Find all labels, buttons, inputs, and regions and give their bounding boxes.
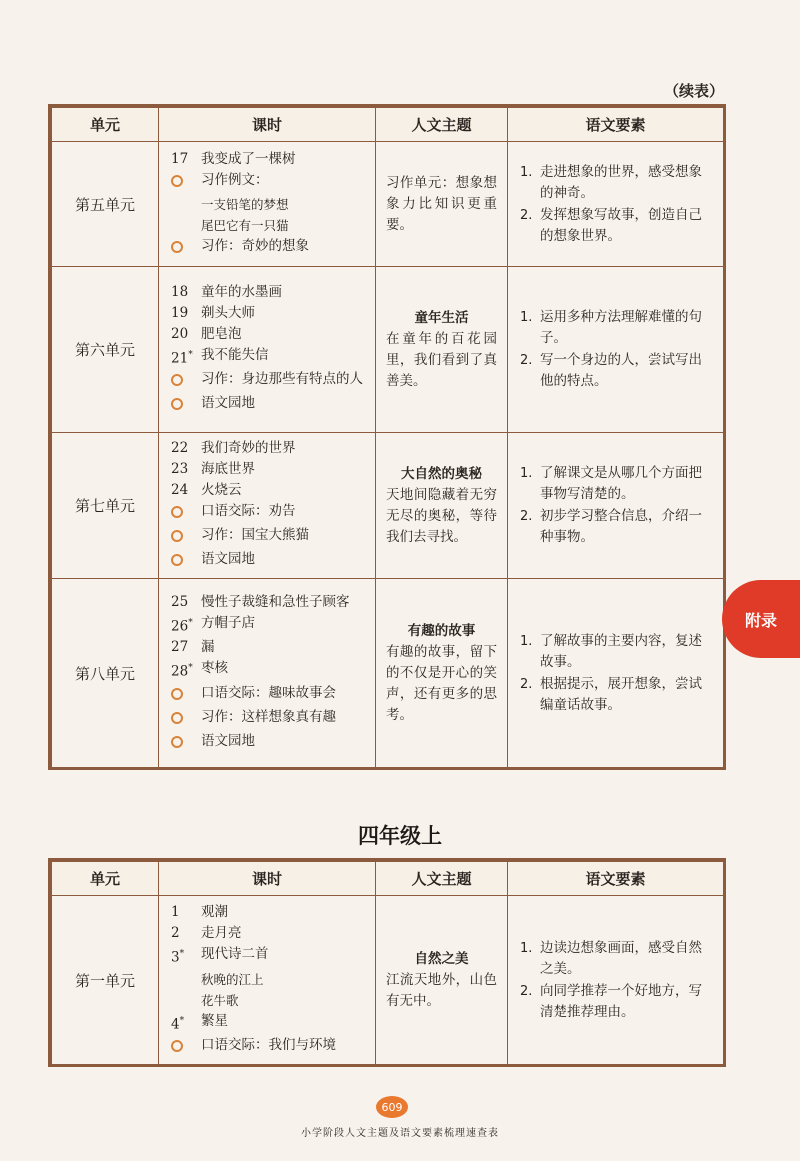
lesson-item <box>171 923 367 944</box>
lesson-number-text: 4 <box>171 1016 180 1032</box>
element-number: 1. <box>520 633 533 649</box>
table-header-row <box>52 862 724 896</box>
appendix-side-tab: 附录 <box>722 580 800 658</box>
footer-title: 小学阶段人文主题及语文要素梳理速查表 <box>301 1128 499 1139</box>
lesson-title: 习作：奇妙的想象 <box>201 237 309 254</box>
activity-marker <box>171 707 201 731</box>
self-study-star: * <box>188 663 193 673</box>
double-circle-icon <box>171 398 183 410</box>
header-lessons: 课时 <box>159 862 376 896</box>
header-lessons: 课时 <box>159 108 376 142</box>
lesson-number-text: 24 <box>171 482 189 498</box>
lesson-number-text: 18 <box>171 283 189 300</box>
lesson-number <box>171 303 201 324</box>
header-elements: 语文要素 <box>508 108 724 142</box>
lesson-title: 习作：身边那些有特点的人 <box>201 371 363 388</box>
lesson-item <box>171 369 367 393</box>
element-text: 初步学习整合信息，介绍一种事物。 <box>540 508 702 545</box>
element-number: 2. <box>520 509 533 524</box>
lesson-title: 口语交际：我们与环境 <box>201 1037 336 1053</box>
lesson-item <box>171 944 367 969</box>
theme-cell <box>376 142 508 267</box>
element-text: 向同学推荐一个好地方，写清楚推荐理由。 <box>540 983 702 1020</box>
lesson-title: 肥皂泡 <box>201 325 242 342</box>
lesson-item <box>171 303 367 324</box>
lesson-number <box>171 324 201 345</box>
element-text: 写一个身边的人，尝试写出他的特点。 <box>540 352 702 389</box>
lesson-item <box>171 613 367 638</box>
self-study-star: * <box>179 1015 185 1026</box>
lesson-subtitle: 一支铅笔的梦想 <box>201 196 289 212</box>
element-item <box>520 981 713 1023</box>
element-number: 2. <box>520 207 533 223</box>
unit-name: 第五单元 <box>52 142 159 267</box>
element-item <box>520 506 713 548</box>
lesson-number-text: 3 <box>171 949 180 966</box>
lesson-title: 童年的水墨画 <box>201 283 282 300</box>
lesson-item <box>171 525 367 549</box>
lesson-title: 走月亮 <box>201 925 242 941</box>
lesson-item <box>171 345 367 370</box>
lesson-number <box>171 923 201 944</box>
lesson-number-text: 17 <box>171 150 189 167</box>
lesson-title: 慢性子裁缝和急性子顾客 <box>201 593 350 610</box>
lesson-item <box>171 324 367 345</box>
elements-cell <box>508 579 724 768</box>
lesson-number-text: 25 <box>171 593 189 610</box>
element-text: 发挥想象写故事，创造自己的想象世界。 <box>540 206 702 244</box>
theme-title: 童年生活 <box>414 309 469 326</box>
unit-row <box>52 142 724 267</box>
theme-title: 自然之美 <box>414 951 469 967</box>
lesson-list <box>159 142 376 267</box>
double-circle-icon <box>171 175 183 187</box>
theme-cell <box>376 433 508 579</box>
activity-marker <box>171 236 201 260</box>
lesson-item <box>171 637 367 658</box>
element-number: 1. <box>520 941 533 956</box>
double-circle-icon <box>171 688 183 700</box>
element-item <box>520 307 713 349</box>
element-number: 2. <box>520 984 533 999</box>
lesson-number <box>171 282 201 303</box>
lesson-number-text: 23 <box>171 461 189 477</box>
activity-marker <box>171 501 201 525</box>
lesson-item <box>171 170 367 194</box>
lesson-title: 漏 <box>201 639 215 655</box>
element-item <box>520 463 713 505</box>
lesson-item <box>171 902 367 923</box>
lesson-title: 繁星 <box>201 1012 228 1029</box>
lesson-title: 语文园地 <box>201 395 255 412</box>
double-circle-icon <box>171 506 183 518</box>
page-number-badge: 609 <box>376 1096 408 1118</box>
lesson-item <box>171 1035 367 1059</box>
lesson-title: 习作：国宝大熊猫 <box>201 527 309 543</box>
header-unit: 单元 <box>52 862 159 896</box>
unit-row <box>52 896 724 1066</box>
unit-row <box>52 433 724 579</box>
header-unit: 单元 <box>52 108 159 142</box>
elements-cell <box>508 433 724 579</box>
lesson-title: 枣核 <box>201 660 228 676</box>
lesson-number <box>171 438 201 459</box>
lesson-title: 海底世界 <box>201 461 255 477</box>
elements-cell <box>508 896 724 1066</box>
lesson-number-text: 28 <box>171 663 189 680</box>
lesson-title: 我变成了一棵树 <box>201 150 296 167</box>
element-number: 2. <box>520 676 533 692</box>
lesson-number-text: 27 <box>171 639 189 655</box>
lesson-title: 习作例文： <box>201 171 269 188</box>
double-circle-icon <box>171 736 183 748</box>
elements-cell <box>508 267 724 433</box>
lesson-number-text: 1 <box>171 904 180 920</box>
lesson-item <box>171 438 367 459</box>
lesson-number <box>171 149 201 170</box>
activity-marker <box>171 549 201 573</box>
lesson-title: 语文园地 <box>201 551 255 567</box>
activity-marker <box>171 731 201 755</box>
section-heading: 四年级上 <box>358 824 442 848</box>
theme-description: 在童年的百花园里，我们看到了真善美。 <box>386 330 497 389</box>
lesson-title: 习作：这样想象真有趣 <box>201 708 336 725</box>
element-item <box>520 350 713 392</box>
lesson-number-text: 22 <box>171 440 189 456</box>
element-item <box>520 674 713 716</box>
lesson-item <box>171 480 367 501</box>
lesson-title: 剃头大师 <box>201 304 255 321</box>
self-study-star: * <box>188 617 193 628</box>
header-elements: 语文要素 <box>508 862 724 896</box>
lesson-list <box>159 896 376 1066</box>
lesson-number-text: 19 <box>171 304 189 321</box>
theme-description: 天地间隐藏着无穷无尽的奥秘，等待我们去寻找。 <box>386 486 497 545</box>
activity-marker <box>171 1035 201 1059</box>
unit-name: 第六单元 <box>52 267 159 433</box>
activity-marker <box>171 683 201 707</box>
double-circle-icon <box>171 241 183 253</box>
lesson-subtitle: 秋晚的江上 <box>201 971 264 987</box>
lesson-item <box>171 236 367 260</box>
element-text: 了解故事的主要内容，复述故事。 <box>540 632 702 670</box>
table-header-row <box>52 108 724 142</box>
theme-cell <box>376 896 508 1066</box>
lesson-title: 现代诗二首 <box>201 946 269 962</box>
unit-row <box>52 267 724 433</box>
lesson-number-text: 21 <box>171 350 189 367</box>
lesson-list <box>159 433 376 579</box>
header-theme: 人文主题 <box>376 862 508 896</box>
element-number: 1. <box>520 466 533 481</box>
lesson-item <box>171 501 367 525</box>
continued-label: （续表） <box>663 82 724 100</box>
theme-description: 江流天地外，山色有无中。 <box>386 972 497 1009</box>
lesson-number-text: 26 <box>171 618 189 634</box>
self-study-star: * <box>179 949 185 959</box>
theme-title: 有趣的故事 <box>407 622 476 639</box>
lesson-item <box>171 149 367 170</box>
activity-marker <box>171 393 201 417</box>
element-item <box>520 938 713 980</box>
lesson-item <box>171 658 367 683</box>
element-number: 1. <box>520 310 533 325</box>
lesson-number <box>171 480 201 501</box>
lesson-title: 方帽子店 <box>201 614 255 631</box>
lesson-item <box>171 1011 367 1036</box>
lesson-subtitle: 花牛歌 <box>201 992 239 1008</box>
lesson-item <box>171 459 367 480</box>
lesson-list <box>159 267 376 433</box>
element-item <box>520 162 713 204</box>
table-grade3-continued <box>48 104 726 770</box>
lesson-title: 火烧云 <box>201 482 242 498</box>
lesson-subtitle: 尾巴它有一只猫 <box>201 217 289 233</box>
lesson-number <box>171 944 201 969</box>
self-study-star: * <box>188 349 193 360</box>
lesson-number <box>171 658 201 683</box>
element-text: 了解课文是从哪几个方面把事物写清楚的。 <box>540 465 702 502</box>
lesson-number <box>171 459 201 480</box>
lesson-item <box>171 549 367 573</box>
element-number: 1. <box>520 164 533 180</box>
lesson-title: 我不能失信 <box>201 346 269 363</box>
theme-description: 习作单元：想象想象力比知识更重要。 <box>386 174 497 233</box>
activity-marker <box>171 170 201 194</box>
double-circle-icon <box>171 1040 183 1052</box>
lesson-number <box>171 1011 201 1036</box>
lesson-title: 我们奇妙的世界 <box>201 440 296 456</box>
double-circle-icon <box>171 554 183 566</box>
header-theme: 人文主题 <box>376 108 508 142</box>
lesson-number-text: 20 <box>171 325 189 342</box>
double-circle-icon <box>171 712 183 724</box>
lesson-number <box>171 613 201 638</box>
lesson-number <box>171 902 201 923</box>
lesson-item <box>171 707 367 731</box>
lesson-title: 口语交际：劝告 <box>201 503 296 519</box>
elements-cell <box>508 142 724 267</box>
unit-name: 第七单元 <box>52 433 159 579</box>
lesson-item <box>171 731 367 755</box>
theme-cell <box>376 267 508 433</box>
lesson-number <box>171 637 201 658</box>
lesson-title: 观潮 <box>201 904 228 920</box>
element-text: 走进想象的世界，感受想象的神奇。 <box>540 163 702 201</box>
lesson-item <box>171 683 367 707</box>
double-circle-icon <box>171 530 183 542</box>
lesson-number <box>171 345 201 370</box>
element-number: 2. <box>520 353 533 368</box>
lesson-item <box>171 393 367 417</box>
theme-title: 大自然的奥秘 <box>401 465 482 482</box>
unit-row <box>52 579 724 768</box>
lesson-title: 口语交际：趣味故事会 <box>201 684 336 701</box>
element-text: 运用多种方法理解难懂的句子。 <box>540 309 702 346</box>
lesson-item <box>171 592 367 613</box>
element-text: 边读边想象画面，感受自然之美。 <box>540 940 702 977</box>
element-item <box>520 205 713 247</box>
lesson-number <box>171 592 201 613</box>
unit-name: 第一单元 <box>52 896 159 1066</box>
element-text: 根据提示，展开想象，尝试编童话故事。 <box>540 675 702 713</box>
lesson-list <box>159 579 376 768</box>
theme-description: 有趣的故事，留下的不仅是开心的笑声，还有更多的思考。 <box>386 643 497 723</box>
unit-name: 第八单元 <box>52 579 159 768</box>
lesson-title: 语文园地 <box>201 732 255 749</box>
table-grade4-upper <box>48 858 726 1067</box>
lesson-number-text: 2 <box>171 925 180 941</box>
lesson-item <box>171 282 367 303</box>
activity-marker <box>171 525 201 549</box>
theme-cell <box>376 579 508 768</box>
double-circle-icon <box>171 374 183 386</box>
element-item <box>520 631 713 673</box>
activity-marker <box>171 369 201 393</box>
